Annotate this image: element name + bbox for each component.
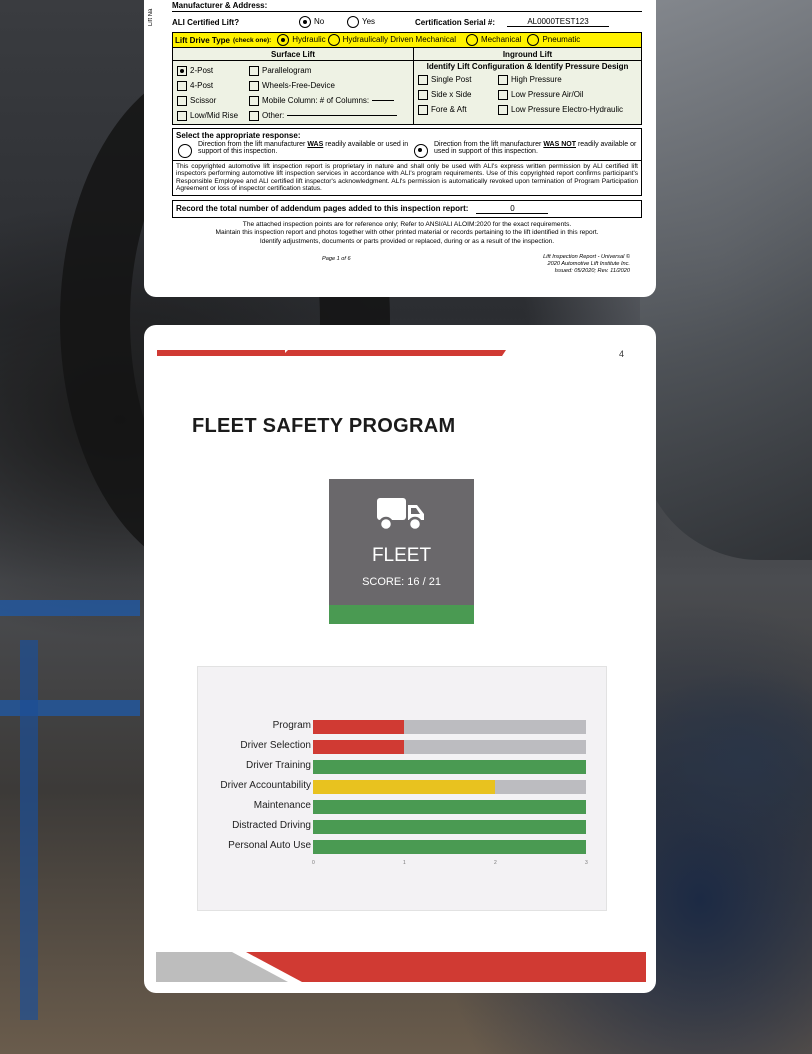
note-line: The attached inspection points are for reference only; Refer to ANSI/ALI ALOIM:2020 for the exact requirements. bbox=[242, 220, 572, 228]
tile-label: FLEET bbox=[371, 545, 432, 566]
page-title: FLEET SAFETY PROGRAM bbox=[192, 415, 456, 437]
certified-no-option[interactable]: No bbox=[299, 16, 347, 28]
inground-subheading: Identify Lift Configuration & Identify Pressure Design bbox=[414, 60, 641, 72]
drive-option-mechanical[interactable]: Mechanical bbox=[466, 34, 521, 46]
inground-option[interactable]: Side x Side bbox=[418, 87, 498, 102]
header-stripe bbox=[157, 350, 285, 356]
bar-value bbox=[313, 820, 586, 834]
bar-value bbox=[313, 740, 404, 754]
background-post bbox=[20, 640, 38, 1020]
inground-heading: Inground Lift bbox=[502, 50, 553, 59]
surface-option[interactable]: Wheels-Free-Device bbox=[249, 78, 397, 93]
x-tick-label: 3 bbox=[585, 860, 588, 866]
response-heading: Select the appropriate response: bbox=[176, 131, 301, 140]
checkbox-icon bbox=[177, 96, 187, 106]
bar-value bbox=[313, 840, 586, 854]
serial-label: Certification Serial #: bbox=[415, 17, 496, 27]
background-vehicle-underside bbox=[640, 0, 812, 560]
addendum-value: 0 bbox=[476, 204, 548, 214]
note-line: Maintain this inspection report and photos together with other printed material or records pertaining to the lift identified in this report. bbox=[215, 229, 599, 237]
y-axis-label: Driver Selection bbox=[240, 740, 311, 751]
drive-option-hydraulic[interactable]: Hydraulic bbox=[277, 34, 325, 46]
inground-option[interactable]: Single Post bbox=[418, 72, 498, 87]
bar-value bbox=[313, 800, 586, 814]
radio-icon bbox=[178, 144, 192, 158]
side-label: Lift Na bbox=[148, 8, 154, 26]
checkbox-icon bbox=[498, 75, 508, 85]
checkbox-icon bbox=[249, 66, 259, 76]
radio-icon bbox=[328, 34, 340, 46]
inground-option[interactable]: Fore & Aft bbox=[418, 102, 498, 117]
bar-track bbox=[313, 820, 586, 834]
form-footer bbox=[172, 254, 642, 274]
surface-heading: Surface Lift bbox=[173, 49, 413, 61]
radio-selected-icon bbox=[414, 144, 428, 158]
inspection-form bbox=[148, 0, 642, 274]
bar-value bbox=[313, 760, 586, 774]
fleet-score-tile bbox=[329, 479, 474, 624]
radio-icon bbox=[527, 34, 539, 46]
footer-band-red bbox=[244, 952, 646, 982]
inground-option[interactable]: Low Pressure Air/Oil bbox=[498, 87, 623, 102]
manufacturer-label: Manufacturer & Address: bbox=[172, 1, 268, 10]
radio-selected-icon bbox=[299, 16, 311, 28]
addendum-row bbox=[172, 200, 642, 218]
note-line: Identify adjustments, documents or parts provided or replaced, during or as a result of the inspection. bbox=[259, 237, 555, 245]
manufacturer-row bbox=[172, 0, 642, 12]
checkbox-icon bbox=[249, 81, 259, 91]
response-was-option[interactable]: Direction from the lift manufacturer WAS readily available or used in support of this inspection. bbox=[176, 141, 412, 158]
surface-option[interactable]: Low/Mid Rise bbox=[177, 108, 249, 123]
bar-track bbox=[313, 760, 586, 774]
inspection-report-card[interactable] bbox=[144, 0, 656, 297]
inground-option[interactable]: Low Pressure Electro-Hydraulic bbox=[498, 102, 623, 117]
radio-icon bbox=[466, 34, 478, 46]
checkbox-icon bbox=[177, 81, 187, 91]
response-was-not-option[interactable]: Direction from the lift manufacturer WAS NOT readily available or used in support of this inspection. bbox=[412, 141, 638, 158]
y-axis-label: Maintenance bbox=[253, 800, 311, 811]
drive-hint: (check one): bbox=[232, 36, 272, 44]
surface-option[interactable]: 4-Post bbox=[177, 78, 249, 93]
y-axis-label: Personal Auto Use bbox=[228, 840, 311, 851]
certified-label: ALI Certified Lift? bbox=[172, 17, 240, 27]
checkbox-icon bbox=[418, 105, 428, 115]
drive-option-hyd-mechanical[interactable]: Hydraulically Driven Mechanical bbox=[328, 34, 456, 46]
radio-selected-icon bbox=[277, 34, 289, 46]
score-status-bar bbox=[329, 605, 474, 624]
certified-yes-option[interactable]: Yes bbox=[347, 16, 415, 28]
radio-icon bbox=[347, 16, 359, 28]
surface-option[interactable]: Scissor bbox=[177, 93, 249, 108]
surface-option[interactable]: Mobile Column: # of Columns: bbox=[249, 93, 397, 108]
addendum-label: Record the total number of addendum pages added to this inspection report: bbox=[176, 204, 469, 213]
y-axis-label: Program bbox=[272, 720, 311, 731]
checkbox-icon bbox=[418, 90, 428, 100]
bar-value bbox=[313, 780, 495, 794]
page-number: 4 bbox=[619, 349, 625, 359]
lift-type-grid bbox=[172, 48, 642, 125]
serial-value: AL0000TEST123 bbox=[507, 17, 609, 27]
bar-track bbox=[313, 780, 586, 794]
header-stripe bbox=[282, 350, 506, 356]
drive-label: Lift Drive Type bbox=[175, 35, 230, 45]
bar-track bbox=[313, 840, 586, 854]
y-axis-label: Driver Accountability bbox=[220, 780, 311, 791]
certified-row bbox=[172, 12, 642, 32]
background-rack bbox=[0, 600, 140, 616]
checkbox-icon bbox=[249, 111, 259, 121]
response-section bbox=[172, 128, 642, 161]
bar-track bbox=[313, 720, 586, 734]
checkbox-icon bbox=[498, 105, 508, 115]
surface-lift-section bbox=[173, 48, 414, 124]
surface-option[interactable]: 2-Post bbox=[177, 63, 249, 78]
checkbox-icon bbox=[177, 111, 187, 121]
page-label: Page 1 of 6 bbox=[322, 256, 351, 263]
copyright-notice: This copyrighted automotive lift inspection report is proprietary in nature and shall only be used with ALI's express written permission by ALI certified lift inspectors performing automotive lift inspection services in accordance with ALI's program requirements. Use of this copyrighted report confirms participant's Responsible Employee and ALI certified lift inspector's acknowledgment. ALI's permission is automatically revoked upon termination of Program Participation Agreement or loss of inspector certification status. bbox=[172, 161, 642, 196]
checkbox-icon bbox=[249, 96, 259, 106]
truck-icon bbox=[377, 496, 425, 532]
reference-notes bbox=[172, 221, 642, 247]
checkbox-icon bbox=[418, 75, 428, 85]
inground-lift-section bbox=[414, 48, 641, 124]
y-axis-label: Distracted Driving bbox=[232, 820, 311, 831]
y-axis-label: Driver Training bbox=[245, 760, 311, 771]
x-tick-label: 2 bbox=[494, 860, 497, 866]
drive-type-row bbox=[172, 32, 642, 48]
x-tick-label: 0 bbox=[312, 860, 315, 866]
checkbox-icon bbox=[498, 90, 508, 100]
inground-option[interactable]: High Pressure bbox=[498, 72, 623, 87]
surface-option[interactable]: Parallelogram bbox=[249, 63, 397, 78]
bar-track bbox=[313, 800, 586, 814]
bar-track bbox=[313, 740, 586, 754]
x-tick-label: 1 bbox=[403, 860, 406, 866]
bar-value bbox=[313, 720, 404, 734]
footer-right: Lift Inspection Report - Universal © 2020 Automotive Lift Institute Inc. Issued: 05/2020; Rev. 11/2020 bbox=[543, 254, 630, 274]
checkbox-checked-icon bbox=[177, 66, 187, 76]
surface-option[interactable]: Other: bbox=[249, 108, 397, 123]
drive-option-pneumatic[interactable]: Pneumatic bbox=[527, 34, 580, 46]
tile-score: SCORE: 16 / 21 bbox=[362, 576, 441, 588]
fleet-safety-card[interactable] bbox=[144, 325, 656, 993]
category-score-chart bbox=[197, 666, 607, 911]
